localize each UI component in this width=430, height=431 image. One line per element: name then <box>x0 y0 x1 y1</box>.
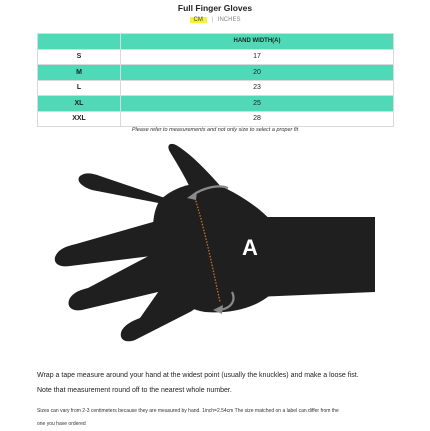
size-disclaimer <box>37 405 422 431</box>
page-title: Full Finger Gloves <box>177 3 253 13</box>
fit-note: Please refer to measurements and not only size to select a proper fit <box>131 127 299 133</box>
unit-cm-button[interactable]: CM <box>190 17 207 23</box>
width-cell: 20 <box>121 65 394 81</box>
disclaimer-line: one you have ordered <box>37 421 86 427</box>
size-column-header <box>38 34 121 50</box>
instruction-line: Note that measurement round off to the nearest whole number. <box>37 387 232 394</box>
size-cell: L <box>38 80 121 96</box>
hand-measurement-diagram <box>0 140 430 360</box>
table-row <box>38 65 394 81</box>
measurement-label-a: A <box>242 235 258 260</box>
glove-silhouette <box>55 144 375 341</box>
width-cell: 23 <box>121 80 394 96</box>
hand-width-header: HAND WIDTH(A) <box>121 34 394 50</box>
unit-separator: | <box>211 17 214 23</box>
measuring-instructions <box>37 368 417 398</box>
table-row <box>38 111 394 127</box>
size-cell: XL <box>38 96 121 112</box>
unit-toggle <box>0 17 430 23</box>
disclaimer-line: Sizes can vary from 2-3 centimeters because they are measured by hand. 1inch=2.54cm The size matched on a label can differ from the <box>37 408 339 414</box>
width-cell: 17 <box>121 49 394 65</box>
table-row <box>38 49 394 65</box>
width-cell: 28 <box>121 111 394 127</box>
unit-inches-button[interactable]: INCHES <box>217 17 241 23</box>
table-row <box>38 96 394 112</box>
size-table <box>37 33 394 127</box>
size-cell: M <box>38 65 121 81</box>
size-cell: XXL <box>38 111 121 127</box>
table-row <box>38 80 394 96</box>
size-table-header-row <box>38 34 394 50</box>
width-cell: 25 <box>121 96 394 112</box>
instruction-line: Wrap a tape measure around your hand at the widest point (usually the knuckles) and make a loose fist. <box>37 372 359 379</box>
size-cell: S <box>38 49 121 65</box>
